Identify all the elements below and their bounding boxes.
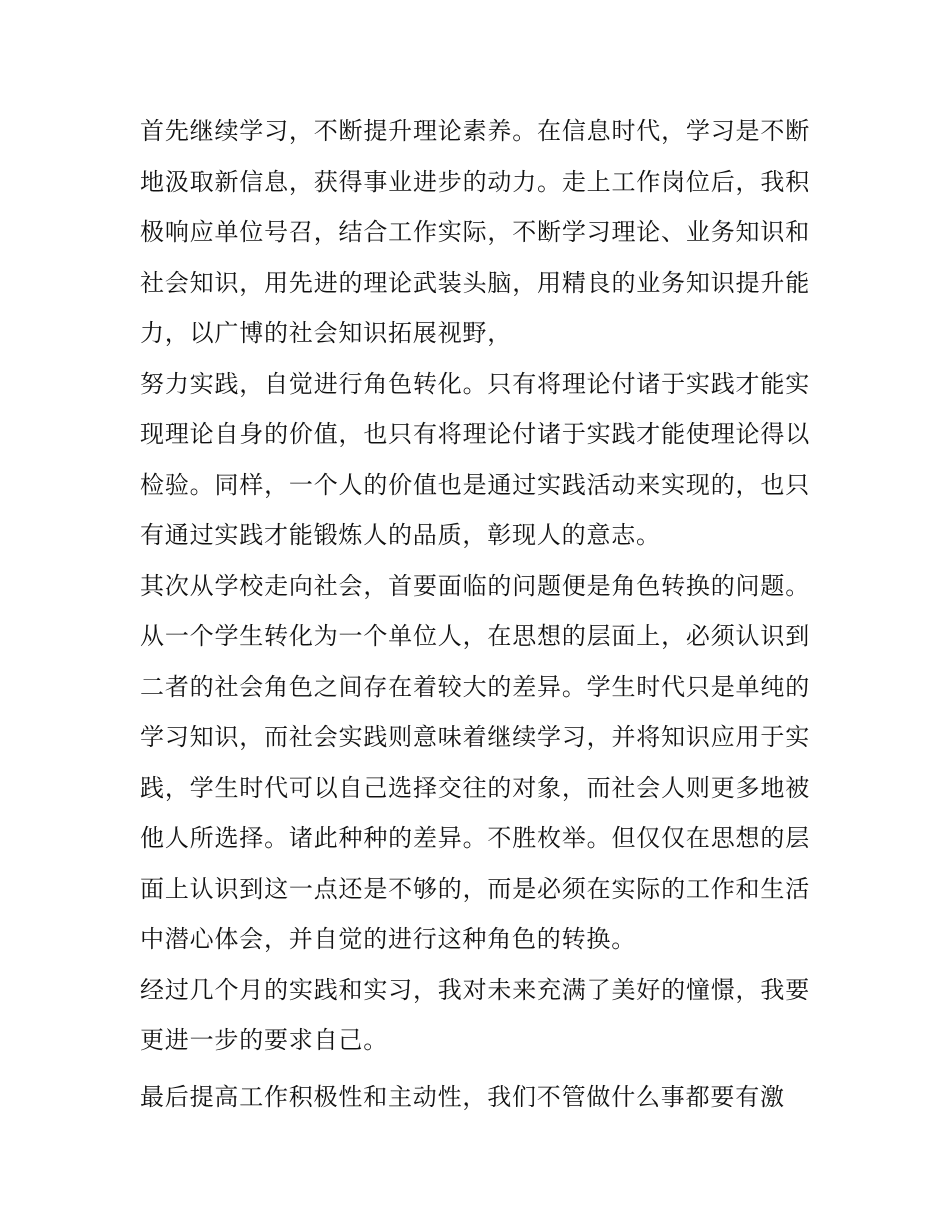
paragraph-practice-role-transformation: 努力实践，自觉进行角色转化。只有将理论付诸于实践才能实现理论自身的价值，也只有将理论付诸于实践才能使理论得以检验。同样，一个人的价值也是通过实践活动来实现的，也只有通过实践才能锻炼人的品质，彰现人的意志。 [140, 369, 810, 549]
paragraph-work-enthusiasm: 最后提高工作积极性和主动性，我们不管做什么事都要有激 [140, 1082, 785, 1111]
paragraph-future-expectation: 经过几个月的实践和实习，我对未来充满了美好的憧憬，我要更进一步的要求自己。 [140, 975, 810, 1054]
paragraph-school-to-society: 其次从学校走向社会，首要面临的问题便是角色转换的问题。从一个学生转化为一个单位人，在思想的层面上，必须认识到二者的社会角色之间存在着较大的差异。学生时代只是单纯的学习知识，而社会实践则意味着继续学习，并将知识应用于实践，学生时代可以自己选择交往的对象，而社会人则更多地被他人所选择。诸此种种的差异。不胜枚举。但仅仅在思想的层面上认识到这一点还是不够的，而是必须在实际的工作和生活中潜心体会，并自觉的进行这种角色的转换。 [140, 571, 810, 953]
paragraph-continuous-learning: 首先继续学习，不断提升理论素养。在信息时代，学习是不断地汲取新信息，获得事业进步的动力。走上工作岗位后，我积极响应单位号召，结合工作实际，不断学习理论、业务知识和社会知识，用先进的理论武装头脑，用精良的业务知识提升能力，以广博的社会知识拓展视野， [140, 117, 810, 347]
